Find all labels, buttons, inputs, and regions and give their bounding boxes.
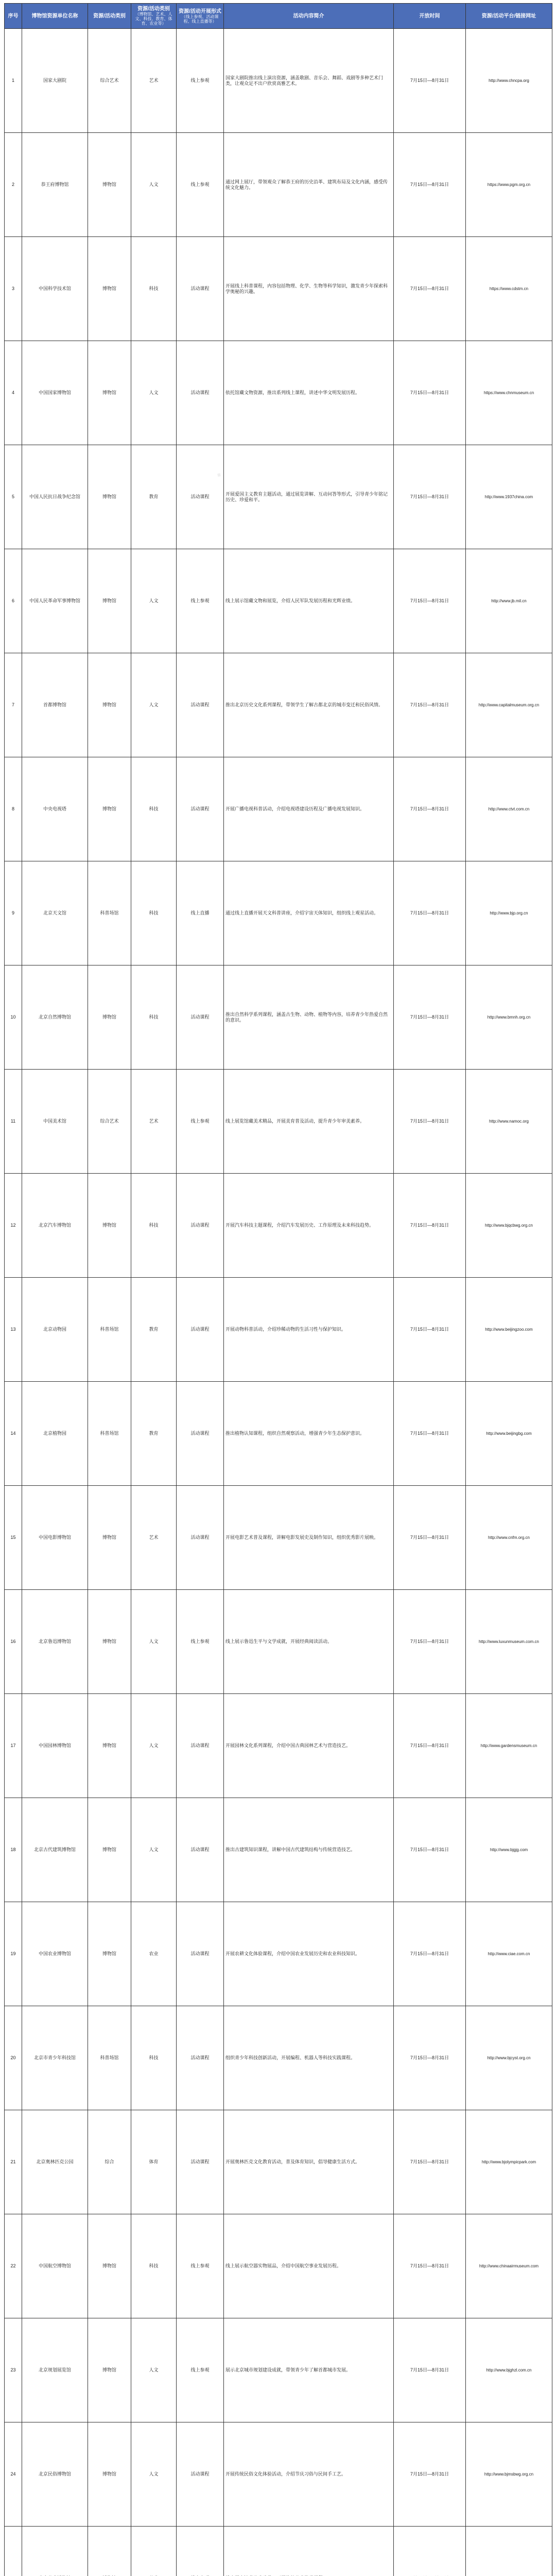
cell-type: 艺术 xyxy=(131,29,177,133)
cell-category: 博物馆 xyxy=(88,2422,131,2527)
cell-no: 15 xyxy=(5,1486,22,1590)
cell-description: 开展线上科普课程，内容包括物理、化学、生物等科学知识，激发青少年探索科学奥秘的兴趣。 xyxy=(224,237,394,341)
cell-form xyxy=(177,2527,224,2576)
cell-form: 线上参观 xyxy=(177,29,224,133)
cell-form: 活动课程 xyxy=(177,341,224,445)
cell-name: 中国电影博物馆 xyxy=(22,1486,88,1590)
cell-time: 7月15日—8月31日 xyxy=(394,133,466,237)
cell-category: 博物馆 xyxy=(88,549,131,653)
cell-description: 展示北京城市规划建设成就，带领青少年了解首都城市发展。 xyxy=(224,2318,394,2422)
cell-name: 北京天文馆 xyxy=(22,861,88,965)
cell-time: 7月15日—8月31日 xyxy=(394,1174,466,1278)
cell-no: 8 xyxy=(5,757,22,861)
cell-url[interactable]: http://www.ctvt.com.cn xyxy=(466,757,552,861)
cell-description: 开展传统民俗文化体验活动，介绍节庆习俗与民间手工艺。 xyxy=(224,2422,394,2527)
cell-no: 3 xyxy=(5,237,22,341)
cell-description: 组织青少年科技创新活动，开展编程、机器人等科技实践课程。 xyxy=(224,2006,394,2110)
table-row xyxy=(5,653,552,757)
cell-description: 线上展览馆藏美术精品，开展美育普及活动，提升青少年审美素养。 xyxy=(224,1070,394,1174)
table-row xyxy=(5,1278,552,1382)
cell-category: 科普场馆 xyxy=(88,1278,131,1382)
resource-table-sheet xyxy=(4,3,552,2576)
cell-time: 7月15日—8月31日 xyxy=(394,1486,466,1590)
header-url: 资源/活动平台/链接网址 xyxy=(466,4,552,29)
cell-time: 7月15日—8月31日 xyxy=(394,1382,466,1486)
cell-type: 科技 xyxy=(131,757,177,861)
cell-name: 北京鲁迅博物馆 xyxy=(22,1590,88,1694)
cell-category: 博物馆 xyxy=(88,133,131,237)
cell-type: 人文 xyxy=(131,2422,177,2527)
cell-url[interactable]: http://www.luxunmuseum.com.cn xyxy=(466,1590,552,1694)
cell-url[interactable] xyxy=(466,2527,552,2576)
cell-description: 推出古建筑知识课程，讲解中国古代建筑结构与传统营造技艺。 xyxy=(224,1798,394,1902)
cell-name: 北京古代建筑博物馆 xyxy=(22,1798,88,1902)
cell-category: 科普场馆 xyxy=(88,2006,131,2110)
cell-category: 博物馆 xyxy=(88,2318,131,2422)
cell-description: 线上展示鲁迅生平与文学成就，开展经典阅读活动。 xyxy=(224,1590,394,1694)
cell-no: 17 xyxy=(5,1694,22,1798)
cell-category: 科普场馆 xyxy=(88,1382,131,1486)
cell-name: 恭王府博物馆 xyxy=(22,133,88,237)
table-row xyxy=(5,2527,552,2576)
table-row xyxy=(5,757,552,861)
cell-type: 科技 xyxy=(131,2006,177,2110)
cell-no: 12 xyxy=(5,1174,22,1278)
cell-time: 7月15日—8月31日 xyxy=(394,757,466,861)
cell-type: 科技 xyxy=(131,1174,177,1278)
cell-url[interactable]: http://www.chncpa.org xyxy=(466,29,552,133)
cell-type: 科技 xyxy=(131,2214,177,2318)
cell-time: 7月15日—8月31日 xyxy=(394,2318,466,2422)
cell-type: 艺术 xyxy=(131,1070,177,1174)
cell-type: 人文 xyxy=(131,1590,177,1694)
cell-description: 国家大剧院推出线上演出资源，涵盖歌剧、音乐会、舞蹈、戏剧等多种艺术门类，让观众足不出户欣赏高雅艺术。 xyxy=(224,29,394,133)
cell-type: 人文 xyxy=(131,653,177,757)
cell-name: 中国航空博物馆 xyxy=(22,2214,88,2318)
cell-category: 博物馆 xyxy=(88,1590,131,1694)
cell-description: 推出植物认知课程，组织自然观察活动，增强青少年生态保护意识。 xyxy=(224,1382,394,1486)
cell-url[interactable]: http://www.bjmsbwg.org.cn xyxy=(466,2422,552,2527)
table-row xyxy=(5,445,552,549)
cell-name: 中央电视塔 xyxy=(22,757,88,861)
cell-name xyxy=(22,2527,88,2576)
cell-form: 活动课程 xyxy=(177,1486,224,1590)
cell-category: 博物馆 xyxy=(88,1798,131,1902)
cell-url[interactable]: http://www.bjghzl.com.cn xyxy=(466,2318,552,2422)
cell-category xyxy=(88,2527,131,2576)
cell-url[interactable]: http://www.cnfm.org.cn xyxy=(466,1486,552,1590)
cell-url[interactable]: https://www.pgm.org.cn xyxy=(466,133,552,237)
header-name: 博物馆资源单位名称 xyxy=(22,4,88,29)
cell-no: 6 xyxy=(5,549,22,653)
cell-name: 中国美术馆 xyxy=(22,1070,88,1174)
cell-url[interactable]: http://www.jb.mil.cn xyxy=(466,549,552,653)
cell-form: 活动课程 xyxy=(177,445,224,549)
cell-category: 综合艺术 xyxy=(88,1070,131,1174)
cell-name: 中国国家博物馆 xyxy=(22,341,88,445)
cell-form: 活动课程 xyxy=(177,1174,224,1278)
cell-name: 北京自然博物馆 xyxy=(22,965,88,1070)
cell-category: 博物馆 xyxy=(88,1486,131,1590)
table-row xyxy=(5,1070,552,1174)
cell-form: 活动课程 xyxy=(177,237,224,341)
cell-form: 活动课程 xyxy=(177,1798,224,1902)
cell-url[interactable]: https://www.chnmuseum.cn xyxy=(466,341,552,445)
cell-type: 科技 xyxy=(131,237,177,341)
header-no: 序号 xyxy=(5,4,22,29)
cell-url[interactable]: http://www.namoc.org xyxy=(466,1070,552,1174)
cell-category: 科普场馆 xyxy=(88,861,131,965)
table-row xyxy=(5,237,552,341)
cell-category: 博物馆 xyxy=(88,757,131,861)
cell-form: 活动课程 xyxy=(177,2110,224,2214)
cell-time: 7月15日—8月31日 xyxy=(394,1902,466,2006)
cell-time: 7月15日—8月31日 xyxy=(394,1798,466,1902)
table-row xyxy=(5,341,552,445)
cell-form: 活动课程 xyxy=(177,653,224,757)
cell-form: 线上参观 xyxy=(177,1070,224,1174)
cell-url[interactable]: http://www.beijingzoo.com xyxy=(466,1278,552,1382)
cell-name: 中国人民革命军事博物馆 xyxy=(22,549,88,653)
cell-name: 首都博物馆 xyxy=(22,653,88,757)
table-row xyxy=(5,29,552,133)
cell-type: 科技 xyxy=(131,965,177,1070)
cell-time xyxy=(394,2527,466,2576)
cell-url[interactable]: http://www.bjcyst.org.cn xyxy=(466,2006,552,2110)
cell-form: 活动课程 xyxy=(177,965,224,1070)
cell-name: 中国园林博物馆 xyxy=(22,1694,88,1798)
header-type: 资源/活动类别 （博物馆、艺术、人文、科技、教育、体育、农业等） xyxy=(131,4,177,29)
cell-url[interactable]: https://www.cdstm.cn xyxy=(466,237,552,341)
cell-time: 7月15日—8月31日 xyxy=(394,1278,466,1382)
cell-type: 体育 xyxy=(131,2110,177,2214)
table-row xyxy=(5,1798,552,1902)
cell-no: 19 xyxy=(5,1902,22,2006)
cell-time: 7月15日—8月31日 xyxy=(394,445,466,549)
cell-form: 活动课程 xyxy=(177,2006,224,2110)
table-header-row xyxy=(5,4,552,29)
header-category: 资源/活动类别 xyxy=(88,4,131,29)
cell-type: 教育 xyxy=(131,445,177,549)
table-row xyxy=(5,1382,552,1486)
cell-category: 博物馆 xyxy=(88,653,131,757)
cell-category: 博物馆 xyxy=(88,1902,131,2006)
cell-url[interactable]: http://www.1937china.com xyxy=(466,445,552,549)
cell-category: 博物馆 xyxy=(88,237,131,341)
cell-category: 博物馆 xyxy=(88,965,131,1070)
table-row xyxy=(5,2110,552,2214)
cell-description: 通过网上展厅，带领观众了解恭王府的历史沿革、建筑布局及文化内涵，感受传统文化魅力。 xyxy=(224,133,394,237)
cell-category: 博物馆 xyxy=(88,341,131,445)
table-row xyxy=(5,2318,552,2422)
cell-no: 21 xyxy=(5,2110,22,2214)
cell-form: 线上参观 xyxy=(177,2214,224,2318)
cell-type: 人文 xyxy=(131,2318,177,2422)
cell-category: 博物馆 xyxy=(88,1694,131,1798)
cell-type: 教育 xyxy=(131,1382,177,1486)
cell-description: 开展动物科普活动，介绍珍稀动物的生活习性与保护知识。 xyxy=(224,1278,394,1382)
cell-url[interactable]: http://www.bmnh.org.cn xyxy=(466,965,552,1070)
cell-time: 7月15日—8月31日 xyxy=(394,549,466,653)
cell-url[interactable]: http://www.bjgjg.com xyxy=(466,1798,552,1902)
cell-time: 7月15日—8月31日 xyxy=(394,1694,466,1798)
cell-description: 线上展示馆藏文物和展览，介绍人民军队发展历程和光辉业绩。 xyxy=(224,549,394,653)
cell-form: 活动课程 xyxy=(177,1902,224,2006)
cell-description: 线上展示航空器实物展品，介绍中国航空事业发展历程。 xyxy=(224,2214,394,2318)
cell-form: 活动课程 xyxy=(177,1382,224,1486)
cell-form: 线上参观 xyxy=(177,133,224,237)
cell-type: 人文 xyxy=(131,549,177,653)
cell-time: 7月15日—8月31日 xyxy=(394,861,466,965)
cell-url[interactable]: http://www.bjolympicpark.com xyxy=(466,2110,552,2214)
cell-type: 人文 xyxy=(131,341,177,445)
cell-description: 开展广播电视科普活动，介绍电视塔建设历程及广播电视发展知识。 xyxy=(224,757,394,861)
cell-no: 9 xyxy=(5,861,22,965)
cell-description: 开展奥林匹克文化教育活动，普及体育知识，倡导健康生活方式。 xyxy=(224,2110,394,2214)
cell-category: 博物馆 xyxy=(88,1174,131,1278)
cell-no: 13 xyxy=(5,1278,22,1382)
cell-type: 农业 xyxy=(131,1902,177,2006)
cell-no: 20 xyxy=(5,2006,22,2110)
cell-description xyxy=(224,2527,394,2576)
cell-url[interactable]: http://www.chinaairmuseum.com xyxy=(466,2214,552,2318)
cell-category: 综合 xyxy=(88,2110,131,2214)
cell-no: 11 xyxy=(5,1070,22,1174)
cell-no: 14 xyxy=(5,1382,22,1486)
cell-url[interactable]: http://www.bjp.org.cn xyxy=(466,861,552,965)
cell-name: 北京市青少年科技馆 xyxy=(22,2006,88,2110)
cell-description: 推出自然科学系列课程，涵盖古生物、动物、植物等内容，培养青少年热爱自然的意识。 xyxy=(224,965,394,1070)
table-row xyxy=(5,2422,552,2527)
cell-description: 推出北京历史文化系列课程，带领学生了解古都北京的城市变迁和民俗风情。 xyxy=(224,653,394,757)
cell-url[interactable]: http://www.beijingbg.com xyxy=(466,1382,552,1486)
cell-description: 开展农耕文化体验课程，介绍中国农业发展历史和农业科技知识。 xyxy=(224,1902,394,2006)
table-row xyxy=(5,549,552,653)
cell-name: 北京民俗博物馆 xyxy=(22,2422,88,2527)
cell-time: 7月15日—8月31日 xyxy=(394,2214,466,2318)
cell-form: 活动课程 xyxy=(177,1694,224,1798)
cell-url[interactable]: http://www.capitalmuseum.org.cn xyxy=(466,653,552,757)
cell-form: 活动课程 xyxy=(177,2422,224,2527)
cell-form: 线上参观 xyxy=(177,549,224,653)
cell-no: 18 xyxy=(5,1798,22,1902)
cell-type: 艺术 xyxy=(131,1486,177,1590)
cell-time: 7月15日—8月31日 xyxy=(394,29,466,133)
table-row xyxy=(5,1174,552,1278)
cell-description: 依托馆藏文物资源，推出系列线上课程，讲述中华文明发展历程。 xyxy=(224,341,394,445)
table-row xyxy=(5,1902,552,2006)
cell-form: 线上直播 xyxy=(177,861,224,965)
table-row xyxy=(5,1590,552,1694)
resource-table xyxy=(4,3,552,2576)
cell-no: 2 xyxy=(5,133,22,237)
table-row xyxy=(5,2214,552,2318)
cell-time: 7月15日—8月31日 xyxy=(394,653,466,757)
cell-description: 开展园林文化系列课程，介绍中国古典园林艺术与营造技艺。 xyxy=(224,1694,394,1798)
cell-time: 7月15日—8月31日 xyxy=(394,2422,466,2527)
cell-no: 4 xyxy=(5,341,22,445)
cell-form: 活动课程 xyxy=(177,1278,224,1382)
cell-no: 22 xyxy=(5,2214,22,2318)
cell-url[interactable]: http://www.bjqcbwg.org.cn xyxy=(466,1174,552,1278)
cell-no xyxy=(5,2527,22,2576)
cell-url[interactable]: http://www.gardensmuseum.cn xyxy=(466,1694,552,1798)
cell-type xyxy=(131,2527,177,2576)
header-description: 活动内容简介 xyxy=(224,4,394,29)
cell-form: 线上参观 xyxy=(177,1590,224,1694)
cell-name: 中国科学技术馆 xyxy=(22,237,88,341)
cell-description: 开展爱国主义教育主题活动，通过展览讲解、互动问答等形式，引导青少年铭记历史、珍爱和平。 xyxy=(224,445,394,549)
cell-type: 人文 xyxy=(131,1694,177,1798)
cell-form: 线上参观 xyxy=(177,2318,224,2422)
table-row xyxy=(5,1486,552,1590)
cell-name: 北京植物园 xyxy=(22,1382,88,1486)
cell-type: 教育 xyxy=(131,1278,177,1382)
cell-time: 7月15日—8月31日 xyxy=(394,2110,466,2214)
cell-name: 北京动物园 xyxy=(22,1278,88,1382)
header-time: 开放时间 xyxy=(394,4,466,29)
cell-category: 博物馆 xyxy=(88,2214,131,2318)
table-row xyxy=(5,965,552,1070)
watermark: · xyxy=(213,463,226,487)
header-form: 资源/活动开展形式 （线上参观、活动课程、线上直播等） xyxy=(177,4,224,29)
cell-time: 7月15日—8月31日 xyxy=(394,2006,466,2110)
cell-time: 7月15日—8月31日 xyxy=(394,1070,466,1174)
cell-no: 16 xyxy=(5,1590,22,1694)
cell-no: 24 xyxy=(5,2422,22,2527)
table-row xyxy=(5,2006,552,2110)
table-row xyxy=(5,133,552,237)
cell-description: 开展汽车科技主题课程，介绍汽车发展历史、工作原理及未来科技趋势。 xyxy=(224,1174,394,1278)
cell-description: 开展电影艺术普及课程，讲解电影发展史及制作知识，组织优秀影片展映。 xyxy=(224,1486,394,1590)
cell-name: 北京规划展览馆 xyxy=(22,2318,88,2422)
cell-time: 7月15日—8月31日 xyxy=(394,237,466,341)
cell-name: 中国农业博物馆 xyxy=(22,1902,88,2006)
cell-category: 博物馆 xyxy=(88,445,131,549)
cell-url[interactable]: http://www.ciae.com.cn xyxy=(466,1902,552,2006)
cell-category: 综合艺术 xyxy=(88,29,131,133)
cell-name: 国家大剧院 xyxy=(22,29,88,133)
cell-no: 10 xyxy=(5,965,22,1070)
cell-name: 北京奥林匹克公园 xyxy=(22,2110,88,2214)
table-body xyxy=(5,29,552,2576)
cell-description: 通过线上直播开展天文科普讲座，介绍宇宙天体知识，组织线上观星活动。 xyxy=(224,861,394,965)
cell-time: 7月15日—8月31日 xyxy=(394,341,466,445)
cell-no: 7 xyxy=(5,653,22,757)
cell-form: 活动课程 xyxy=(177,757,224,861)
cell-type: 人文 xyxy=(131,133,177,237)
cell-no: 1 xyxy=(5,29,22,133)
cell-name: 北京汽车博物馆 xyxy=(22,1174,88,1278)
cell-no: 23 xyxy=(5,2318,22,2422)
table-row xyxy=(5,861,552,965)
cell-type: 科技 xyxy=(131,861,177,965)
cell-time: 7月15日—8月31日 xyxy=(394,1590,466,1694)
cell-type: 人文 xyxy=(131,1798,177,1902)
cell-no: 5 xyxy=(5,445,22,549)
cell-name: 中国人民抗日战争纪念馆 xyxy=(22,445,88,549)
cell-time: 7月15日—8月31日 xyxy=(394,965,466,1070)
table-row xyxy=(5,1694,552,1798)
